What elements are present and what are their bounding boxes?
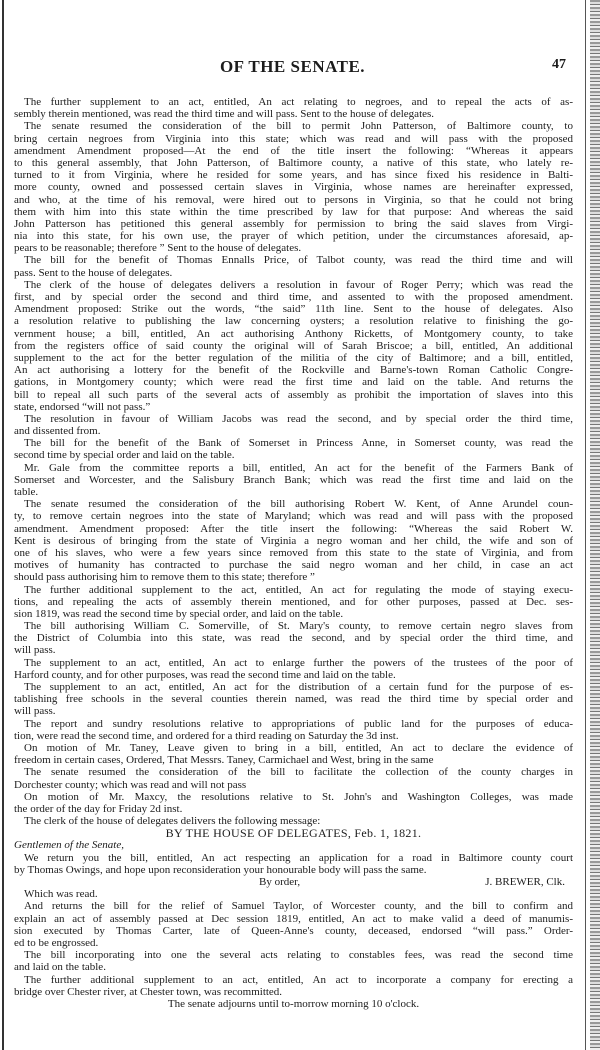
text-line: freedom in certain cases, Ordered, That Messrs. Taney, Carmichael and West, bring in the same xyxy=(14,754,434,767)
page-number: 47 xyxy=(552,57,566,72)
paragraph xyxy=(14,888,573,900)
text-line: one of his slaves, who were a few years since removed from this state to the state of Virginia, and from xyxy=(14,546,573,559)
paragraph xyxy=(14,766,573,790)
text-line: The further supplement to an act, entitled, An act relating to negroes, and to repeal the acts of as- xyxy=(24,96,573,108)
text-line: ty, to remove certain negroes into the state of Maryland; which was read and will pass with the proposed xyxy=(14,510,573,523)
text-line: a resolution relative to publishing the law concerning oysters; a resolution relative to finishing the go- xyxy=(14,315,573,328)
text-line: The bill for the benefit of the Bank of Somerset in Princess Anne, in Somerset county, was read the xyxy=(24,437,573,450)
text-line: pears to be reasonable; therefore ” Sent to the house of delegates. xyxy=(14,242,302,255)
text-line: will pass. xyxy=(14,644,56,657)
text-line: bridge over Chester river, at Chester town, was recommitted. xyxy=(14,985,283,998)
adjournment-line: The senate adjourns until to-morrow morning 10 o'clock. xyxy=(167,997,420,1010)
paragraph xyxy=(14,498,573,583)
text-line: And returns the bill for the relief of Samuel Taylor, of Worcester county, and the bill to confirm and xyxy=(24,900,573,913)
paragraph xyxy=(14,413,573,437)
text-line: the District of Columbia into this state, was read the second, and by special order the third time, and xyxy=(14,632,573,645)
text-line: The bill for the benefit of Thomas Ennalls Price, of Talbot county, was read the third time and will xyxy=(24,254,573,267)
text-line: and laid on the table. xyxy=(14,961,106,974)
text-line: pass. Sent to the house of delegates. xyxy=(14,266,173,279)
text-line: The bill authorising William C. Somerville, of St. Mary's county, to remove certain negro slaves from xyxy=(24,620,573,633)
text-line: We return you the bill, entitled, An act respecting an application for a road in Baltimore county court xyxy=(24,851,573,864)
text-line: On motion of Mr. Taney, Leave given to bring in a bill, entitled, An act to declare the evidence of xyxy=(24,741,573,754)
text-line: motives of humanity has contracted to purchase the said negro woman and her child, in case an act xyxy=(14,559,573,572)
text-line: second time by special order and laid on the table. xyxy=(14,449,235,462)
text-line: The report and sundry resolutions relative to appropriations of public land for the purposes of educa- xyxy=(24,717,573,730)
text-line: The clerk of the house of delegates delivers the following message: xyxy=(24,815,321,828)
text-line: the order of the day for Friday 2d inst. xyxy=(14,802,183,815)
text-line: amendment. Amendment proposed: After the title insert the following: “Whereas the said Robert W. xyxy=(14,522,573,535)
text-line: will pass. xyxy=(14,705,56,718)
paragraph xyxy=(14,791,573,815)
text-line: The senate resumed the consideration of the bill to permit John Patterson, of Baltimore county, to xyxy=(24,120,573,133)
text-line: Which was read. xyxy=(24,888,98,901)
text-line: nia into this state, for his own use, the prayer of which petition, under the circumstances aforesaid, ap- xyxy=(14,230,573,243)
text-line: Harford county, and for other purposes, was read the second time and laid on the table. xyxy=(14,668,396,681)
text-line: sion executed by Thomas Carter, late of Queen-Anne's county, deceased, endorsed “will pass.” Order- xyxy=(14,924,573,937)
paragraph xyxy=(14,96,573,120)
text-line: The senate resumed the consideration of the bill to facilitate the collection of the county charges in xyxy=(24,766,573,779)
paragraph xyxy=(14,254,573,278)
text-line: The senate resumed the consideration of the bill authorising Robert W. Kent, of Anne Arundel coun- xyxy=(24,498,573,511)
text-line: turned to it from Virginia, where he resided for some years, and has since fixed his residence in Balti- xyxy=(14,169,573,182)
text-line: The clerk of the house of delegates delivers a resolution in favour of Roger Perry; which was read the xyxy=(24,278,573,291)
paragraph xyxy=(14,681,573,718)
text-line: Kent is desirous of bringing from the state of Virginia a negro woman and her child, the wife and son of xyxy=(14,534,573,547)
text-line: Amendment proposed: Strike out the words, “the said” 11th line. Sent to the house of delegates. Also xyxy=(14,303,573,316)
text-line: to this general assembly, that John Patterson, of Baltimore county, a native of this state, who lately re- xyxy=(14,156,573,169)
text-line: them with him into this state within the time prescribed by law for that purpose: And whereas the said xyxy=(14,205,573,218)
text-line: table. xyxy=(14,486,39,498)
text-line: ed to be engrossed. xyxy=(14,936,99,949)
paragraph xyxy=(14,279,573,413)
text-line: The further additional supplement to the act, entitled, An act for regulating the mode of staying execu- xyxy=(24,583,573,596)
text-line: gations, in Montgomery county; which were read the first time and laid on the table. And returns the xyxy=(14,376,573,389)
text-line: The resolution in favour of William Jacobs was read the second, and by special order the third time, xyxy=(24,412,573,425)
text-line: tablishing free schools in the several counties therein named, was read the third time by special order and xyxy=(14,693,573,706)
text-line: sion 1819, was read the second time by special order, and laid on the table. xyxy=(14,607,344,620)
text-line: An act authorising a lottery for the benefit of the Rockville and Barne's-town Roman Catholic Congre- xyxy=(14,364,573,377)
text-line: The bill incorporating into one the several acts relating to constables fees, was read the second time xyxy=(24,949,573,962)
signature-clerk: J. BREWER, Clk. xyxy=(485,876,565,888)
message-salutation: Gentlemen of the Senate, xyxy=(14,839,124,852)
text-line: bill to repeal all such parts of the several acts of assembly as prohibit the importation of slaves into this xyxy=(14,388,573,401)
text-line: The supplement to an act, entitled, An act for the distribution of a certain fund for the purpose of es- xyxy=(24,681,573,693)
text-line: Dorchester county; which was read and will not pass xyxy=(14,778,247,791)
paragraph xyxy=(14,974,573,998)
text-line: by Thomas Owings, and hope upon reconsideration your honourable body will pass the same. xyxy=(14,863,427,876)
text-line: tion, were read the second time, and ordered for a third reading on Saturday the 3d inst. xyxy=(14,729,399,742)
message-signature xyxy=(14,876,573,888)
text-line: and who, at the time of his removal, were hired out to persons in Virginia, so that he could not bring xyxy=(14,193,573,206)
paragraph xyxy=(14,900,573,949)
paragraph xyxy=(14,462,573,499)
text-line: explain an act of assembly passed at Dec session 1819, entitled, An act to make valid a deed of manumis- xyxy=(14,912,573,925)
paragraph xyxy=(14,718,573,742)
text-line: should pass authorising him to remove them to this state; therefore ” xyxy=(14,571,315,584)
text-line: vernment house; a bill, entitled, An act authorising Anthony Ricketts, of Montgomery county, to take xyxy=(14,327,573,340)
text-line: amendment Amendment proposed—At the end of the title insert the following: “Whereas it appears xyxy=(14,144,573,157)
text-line: The supplement to an act, entitled, An act to enlarge further the powers of the trustees of the poor of xyxy=(24,656,573,669)
paragraph xyxy=(14,620,573,657)
text-line: from the registers office of said county the original will of Sarah Briscoe; a bill, entitled, An additional xyxy=(14,339,573,352)
text-line: more county, owned and possessed certain slaves in Virginia, whose names are hereinafter expressed, xyxy=(14,181,573,194)
paragraph xyxy=(14,120,573,254)
journal-body xyxy=(14,96,573,1010)
text-line: supplement to the act for the better regulation of the militia of the city of Baltimore; and a bill, entitled, xyxy=(14,351,573,364)
text-line: John Patterson has petitioned this general assembly for permission to bring the said slaves from Virgi- xyxy=(14,217,573,230)
paragraph xyxy=(14,584,573,621)
paragraph xyxy=(14,657,573,681)
page-left-border xyxy=(2,0,4,1050)
paragraph xyxy=(14,852,573,876)
text-line: Somerset and Worcester, and the Salisbury Branch Bank; which was read the first time and laid on the xyxy=(14,473,573,486)
text-line: The further additional supplement to an act, entitled, An act to incorporate a company for erecting a xyxy=(24,973,573,986)
text-line: first, and by special order the second and third time, and assented to with the proposed amendment. xyxy=(14,291,573,303)
paragraph xyxy=(14,949,573,973)
text-line: sembly therein mentioned, was read the third time and will pass. Sent to the house of delegates. xyxy=(14,108,435,121)
page-title: OF THE SENATE. xyxy=(219,57,366,76)
signature-by-order: By order, xyxy=(259,876,301,888)
text-line: and dissented from. xyxy=(14,425,101,438)
scan-edge-strip xyxy=(590,0,600,1050)
text-line: state, endorsed “will not pass.” xyxy=(14,400,151,413)
text-line: On motion of Mr. Maxcy, the resolutions relative to St. John's and Washington Colleges, was made xyxy=(24,790,573,803)
text-line: tions, and repealing the acts of assembly therein mentioned, and for other purposes, passed at Dec. ses- xyxy=(14,595,573,608)
text-line: bring certain negroes from Virginia into this state; which was read and will pass with the proposed xyxy=(14,132,573,145)
page-right-border xyxy=(585,0,586,1050)
paragraph xyxy=(14,742,573,766)
text-line: Mr. Gale from the committee reports a bill, entitled, An act for the benefit of the Farmers Bank of xyxy=(24,461,573,474)
paragraph xyxy=(14,437,573,461)
message-heading: BY THE HOUSE OF DELEGATES, Feb. 1, 1821. xyxy=(165,826,422,841)
